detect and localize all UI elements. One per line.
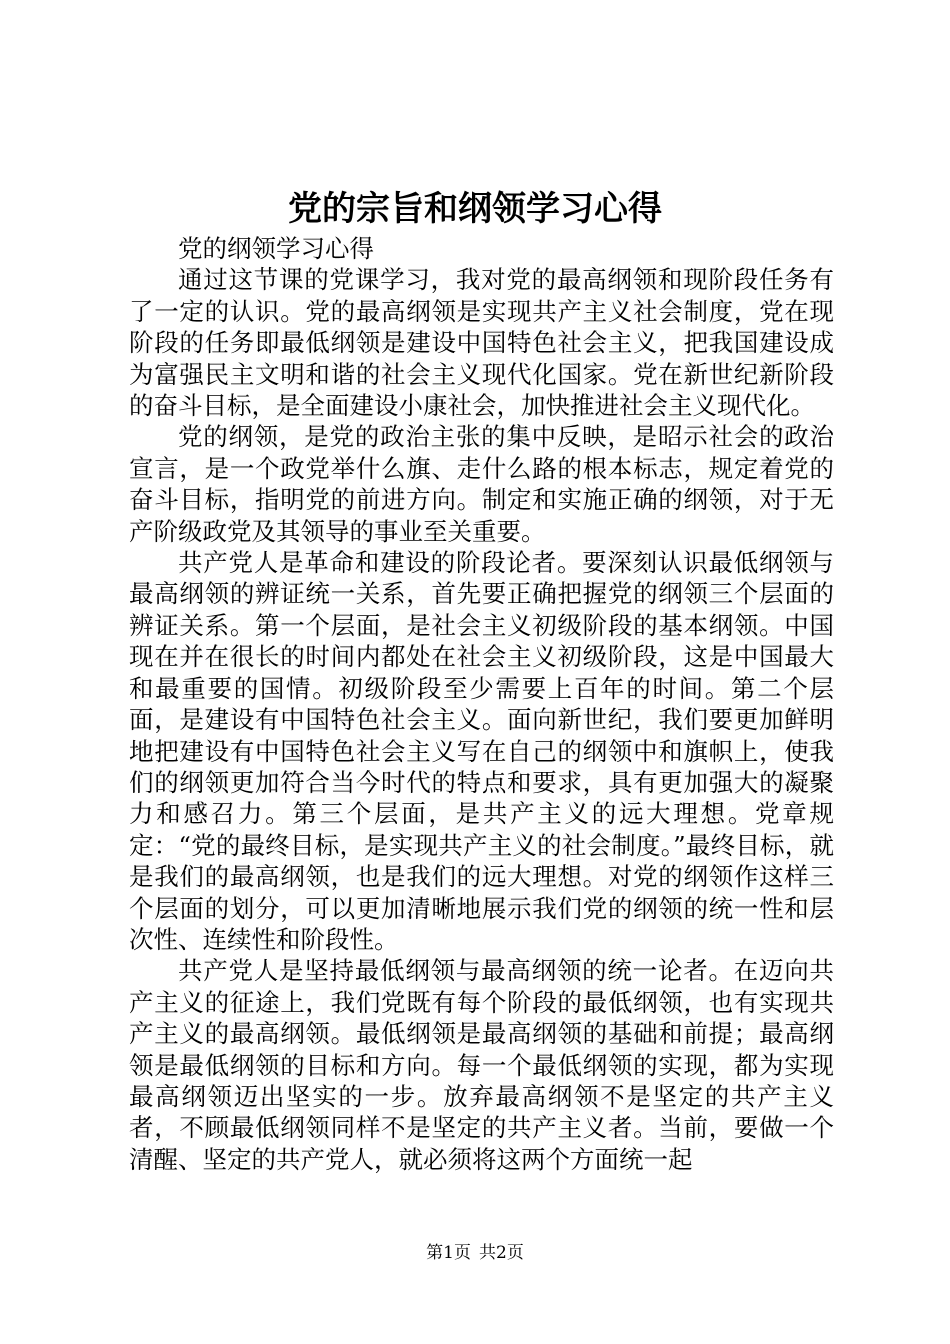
document-subtitle-paragraph: 党的纲领学习心得 — [178, 234, 374, 263]
body-paragraph: 党的纲领，是党的政治主张的集中反映，是昭示社会的政治宣言，是一个政党举什么旗、走什么路的根本标志，规定着党的奋斗目标，指明党的前进方向。制定和实施正确的纲领，对于无产阶级政党及其领导的事业至关重要。 — [129, 422, 834, 546]
body-paragraph: 共产党人是坚持最低纲领与最高纲领的统一论者。在迈向共产主义的征途上，我们党既有每个阶段的最低纲领，也有实现共产主义的最高纲领。最低纲领是最高纲领的基础和前提；最高纲领是最低纲领的目标和方向。每一个最低纲领的实现，都为实现最高纲领迈出坚实的一步。放弃最高纲领不是坚定的共产主义者，不顾最低纲领同样不是坚定的共产主义者。当前，要做一个清醒、坚定的共产党人，就必须将这两个方面统一起 — [129, 956, 834, 1174]
page-number: 第1页 — [426, 1243, 471, 1263]
document-body — [129, 233, 834, 1175]
page-footer — [0, 1241, 950, 1265]
body-paragraph: 通过这节课的党课学习，我对党的最高纲领和现阶段任务有了一定的认识。党的最高纲领是实现共产主义社会制度，党在现阶段的任务即最低纲领是建设中国特色社会主义，把我国建设成为富强民主文明和谐的社会主义现代化国家。党在新世纪新阶段的奋斗目标，是全面建设小康社会，加快推进社会主义现代化。 — [129, 265, 834, 421]
document-title: 党的宗旨和纲领学习心得 — [288, 189, 662, 229]
page-total: 共2页 — [479, 1243, 524, 1263]
body-paragraph: 共产党人是革命和建设的阶段论者。要深刻认识最低纲领与最高纲领的辨证统一关系，首先要正确把握党的纲领三个层面的辨证关系。第一个层面，是社会主义初级阶段的基本纲领。中国现在并在很长的时间内都处在社会主义初级阶段，这是中国最大和最重要的国情。初级阶段至少需要上百年的时间。第二个层面，是建设有中国特色社会主义。面向新世纪，我们要更加鲜明地把建设有中国特色社会主义写在自己的纲领中和旗帜上，使我们的纲领更加符合当今时代的特点和要求，具有更加强大的凝聚力和感召力。第三个层面，是共产主义的远大理想。党章规定：“党的最终目标，是实现共产主义的社会制度。”最终目标，就是我们的最高纲领，也是我们的远大理想。对党的纲领作这样三个层面的划分，可以更加清晰地展示我们党的纲领的统一性和层次性、连续性和阶段性。 — [129, 548, 834, 954]
